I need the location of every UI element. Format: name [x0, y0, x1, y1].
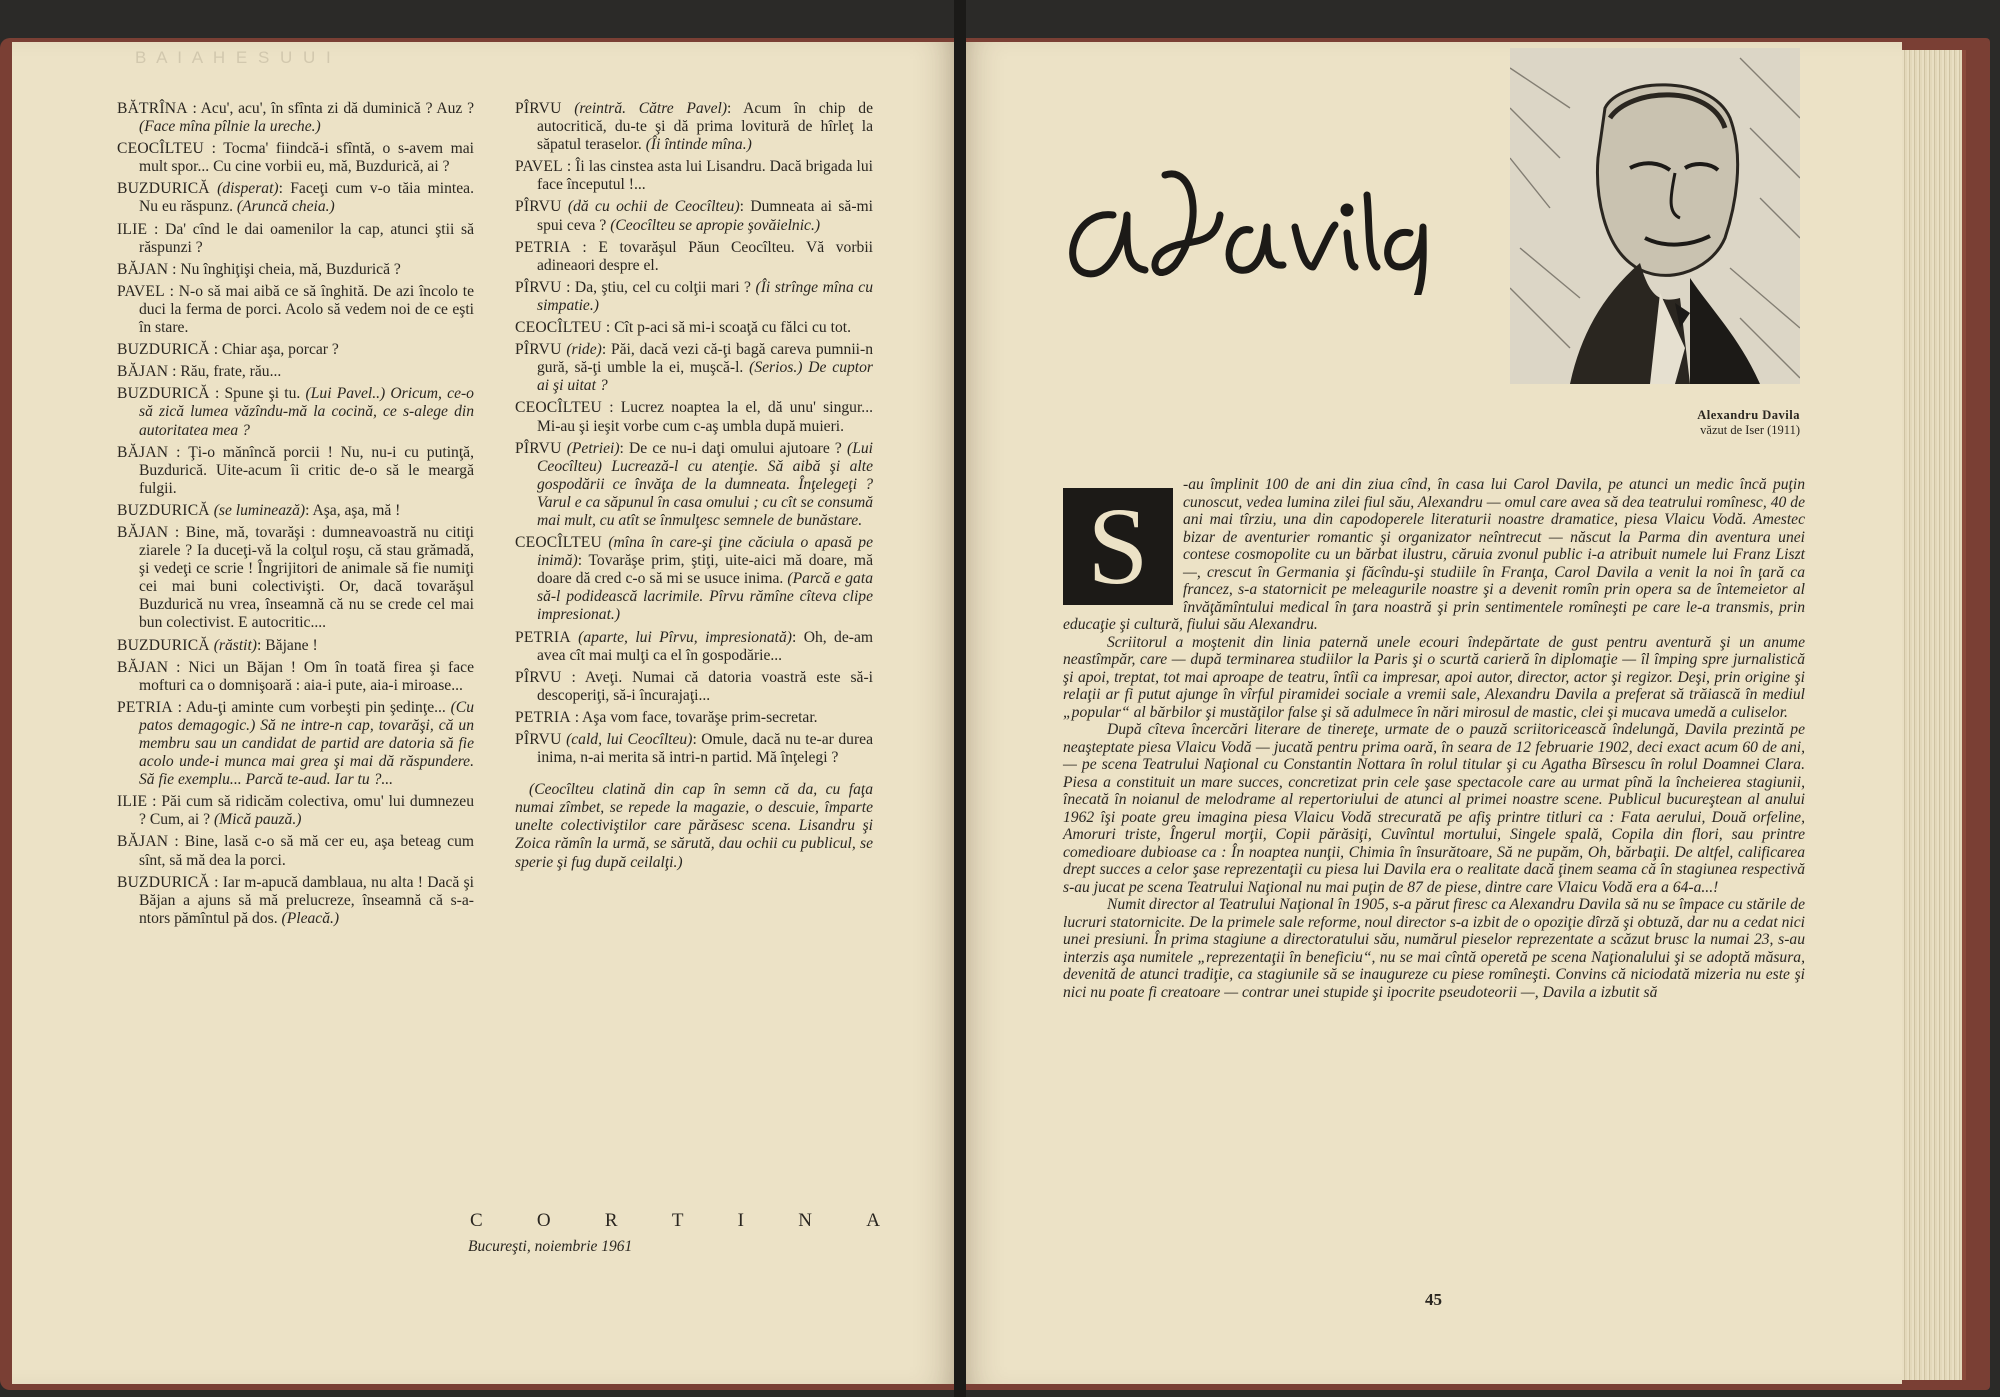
- cortina-letter: I: [737, 1210, 744, 1231]
- dialogue-line: BĂJAN : Nici un Băjan ! Om în toată firea şi face mofturi ca o domnişoară : aia-i pute, aia-i miroase...: [117, 658, 474, 694]
- dialogue-line: CEOCÎLTEU : Lucrez noaptea la el, dă unu' singur... Mi-au şi ieşit vorbe cum c-aş umbla după muieri.: [515, 399, 873, 435]
- caption-subtitle: văzut de Iser (1911): [1700, 423, 1800, 437]
- dialogue-line: PETRIA (aparte, lui Pîrvu, impresionată): Oh, de-am avea cît mai mulţi ca el în gospodărie...: [515, 628, 873, 664]
- cortina-letter: R: [604, 1210, 618, 1231]
- dialogue-line: PÎRVU : Da, ştiu, cel cu colţii mari ? (Îi strînge mîna cu simpatie.): [515, 278, 874, 314]
- dialogue-line: BĂJAN : Bine, lasă c-o să mă cer eu, aşa beteag cum sînt, să mă dea la porci.: [117, 833, 474, 869]
- dialogue-line: BĂJAN : Rău, frate, rău...: [117, 363, 282, 381]
- dialogue-line: CEOCÎLTEU : Tocma' fiindcă-i sfîntă, o s-avem mai mult spor... Cu cine vorbii eu, mă, Buzdurică, ai ?: [117, 140, 474, 176]
- dialogue-line: BUZDURICĂ : Chiar aşa, porcar ?: [117, 341, 339, 359]
- cortina-letter: C: [470, 1210, 483, 1231]
- dialogue-line: PETRIA : Aşa vom face, tovarăşe prim-secretar.: [515, 708, 818, 726]
- dialogue-line: BĂTRÎNA : Acu', acu', în sfînta zi dă duminică ? Auz ? (Face mîna pîlnie la ureche.): [117, 100, 474, 136]
- portrait-caption: [1600, 408, 1800, 438]
- dialogue-line: BĂJAN : Ţi-o mănîncă porcii ! Nu, nu-i cu putinţă, Buzdurică. Uite-acum îi critic de-o să le meargă fulgii.: [117, 443, 474, 497]
- dialogue-line: BĂJAN : Nu înghiţişi cheia, mă, Buzdurică ?: [117, 260, 401, 278]
- dialogue-column-1: [117, 100, 474, 932]
- cortina-letter: O: [536, 1210, 551, 1231]
- davila-portrait-image: [1510, 48, 1800, 384]
- dialogue-line: PÎRVU (Petriei): De ce nu-i daţi omului ajutoare ? (Lui Ceocîlteu) Lucrează-l cu atenţie. Să aibă şi alte gospodării ce învăţa de la dumneata. Înţelegeţi ? Varul e ca săpunul în casa omului ; cu cît se consumă mai mult, cu atît se înmulţesc semnele de bunăstare.: [515, 439, 873, 529]
- article-paragraph: -au împlinit 100 de ani din ziua cînd, în casa lui Carol Davila, pe atunci un medic încă puţin cunoscut, vedea lumina zilei fiul său, Alexandru — omul care avea să dea teatrului romînesc, 40 de ani mai tîrziu, una din capodoperele literaturii noastre dramatice, piesa Vlaicu Vodă. Amestec bizar de aventurier romantic şi organizator neîntrecut — născut la Parma din aventura unei contese cosmopolite cu un bărbat ilustru, căruia zvonul public i-a atribuit numele lui Franz Liszt —, crescut în Germania şi făcîndu-şi studiile în Franţa, Carol Davila a venit la noi în ţară ca francez, s-a statornicit pe meleagurile noastre şi a devenit romîn prin opera sa de întemeietor al învăţămîntului medical în ţara noastră şi prin sentimentele romîneşti pe care le-a transmis, prin educaţie şi cultură, fiului său Alexandru.: [1063, 476, 1805, 633]
- article-paragraph: Numit director al Teatrului Naţional în 1905, s-a părut firesc ca Alexandru Davila să nu se împace cu stările de lucruri statornicite. De la primele sale reforme, noul director s-a izbit de o opoziţie dîrză şi obtuză, dar nu a cedat nici unei presiuni. În prima stagiune a directoratului său, numărul pieselor reprezentate a scăzut brusc la numai 23, s-au interzis aşa numitele „reprezentaţii în beneficiu“, nu se mai cîntă operetă pe scena Naţionalului şi se adoptă măsura, devenită de atunci tradiţie, ca stagiunile să se inaugureze cu piese romîneşti. Convins că niciodată mizeria nu este şi nici nu poate fi creatoare — contrar unei stupide şi ipocrite pseudoteorii —, Davila a izbutit să: [1063, 896, 1805, 1001]
- dialogue-line: PÎRVU (dă cu ochii de Ceocîlteu): Dumneata ai să-mi spui ceva ? (Ceocîlteu se apropie şovăielnic.): [515, 198, 873, 234]
- dialogue-line: BUZDURICĂ (se luminează): Aşa, aşa, mă !: [117, 501, 401, 519]
- dialogue-line: PÎRVU (ride): Păi, dacă vezi că-ţi bagă careva pumnii-n gură, să-ţi umble la ei, muşcă-l. (Serios.) De cuptor ai şi uitat ?: [515, 341, 873, 395]
- dialogue-line: CEOCÎLTEU : Cît p-aci să mi-i scoaţă cu fălci cu tot.: [515, 319, 851, 337]
- drop-cap: S: [1063, 488, 1173, 605]
- cortina-letter: N: [798, 1210, 812, 1231]
- dialogue-line: PAVEL : N-o să mai aibă ce să înghită. De azi încolo te duci la ferma de porci. Acolo să vedem noi de ce eşti în stare.: [117, 282, 474, 337]
- dialogue-column-2: [515, 100, 873, 876]
- place-date: Bucureşti, noiembrie 1961: [468, 1238, 633, 1255]
- dialogue-line: PÎRVU (reintră. Către Pavel): Acum în chip de autocritică, du-te şi dă prima lovitură de hîrleţ la săpatul teraselor. (Îi întinde mîna.): [515, 100, 873, 154]
- final-stage-direction: (Ceocîlteu clatină din cap în semn că da, cu faţa numai zîmbet, se repede la magazie, o descuie, împarte unelte colectiviştilor care părăsesc scena. Lisandru şi Zoica rămîn la urmă, se sărută, dau ochii cu publicul, se sperie şi fug după ceilalţi.): [515, 781, 873, 871]
- dialogue-line: PETRIA : E tovarăşul Păun Ceocîlteu. Vă vorbii adineaori despre el.: [515, 238, 873, 274]
- dialogue-line: PÎRVU (cald, lui Ceocîlteu): Omule, dacă nu te-ar durea inima, n-ai merita să intri-n partid. Mă înţelegi ?: [515, 731, 873, 767]
- dialogue-line: ILIE : Păi cum să ridicăm colectiva, omu' lui dumnezeu ? Cum, ai ? (Mică pauză.): [117, 793, 474, 829]
- cortina-heading: [470, 1210, 880, 1232]
- dialogue-line: PAVEL : Îi las cinstea asta lui Lisandru. Dacă brigada lui face începutul !...: [515, 158, 873, 194]
- dialogue-line: BUZDURICĂ : Spune şi tu. (Lui Pavel..) Oricum, ce-o să zică lumea văzîndu-mă la cocină, ce s-alege din autoritatea mea ?: [117, 385, 474, 439]
- cortina-letter: A: [866, 1210, 880, 1231]
- article-paragraph: Scriitorul a moştenit din linia paternă unele ecouri îndepărtate de gust pentru aventură şi un anume neastîmpăr, care — după terminarea studiilor la Paris şi o scurtă carieră în diplomaţie — îl împing spre jurnalistică şi apoi, treptat, tot mai aproape de teatru, întîi ca impresar, apoi autor, director, actor şi regizor. Deşi, prin origine şi relaţii ar fi putut ajunge în vîrful piramidei sociale a vremii sale, Alexandru Davila a preferat să trăiască în mediul „popular“ al bărbilor şi mustăţilor false şi să adulmece în nări mirosul de mastic, clei şi mucava umedă a culiselor.: [1063, 633, 1805, 721]
- cortina-letter: T: [671, 1210, 684, 1231]
- article-paragraph: După cîteva încercări literare de tinereţe, urmate de o pauză scriitoricească îndelungă, Davila prezintă pe neaşteptate piesa Vlaicu Vodă — jucată pentru prima oară, în seara de 12 februarie 1902, deci exact acum 60 de ani, — pe scena Teatrului Naţional cu Constantin Nottara în rolul titular şi cu Agatha Bîrsescu în rolul Doamnei Clara. Piesa a constituit un mare succes, concretizat prin cele şase spectacole care au urmat pînă la încheierea stagiunii, înecată în noianul de melodrame al repertoriului de atunci al primei noastre scene. Publicul bucureştean al anului 1962 îşi poate greu imagina piesa Vlaicu Vodă strecurată pe afiş printre titluri ca : Fata aerului, Două orfeline, Amoruri triste, Îngerul morţii, Copii părăsiţi, Cuvîntul mortului, Singele spală, Copila din flori, sau printre comedioare dubioase ca : În noaptea nunţii, Chimia în însurătoare, Să ne pupăm, Oh, bărbaţii. De altfel, calificarea drept succes a celor şase reprezentaţii cu piesa lui Davila era o realitate dacă ţinem seama că în stagiunea respectivă s-au jucat pe scena Teatrului Naţional nu mai puţin de 87 de piese, dintre care Vlaicu Vodă era a 64-a...!: [1063, 721, 1805, 896]
- dialogue-line: BUZDURICĂ : Iar m-apucă damblaua, nu alta ! Dacă şi Băjan a ajuns să mă prelucreze, înseamnă că s-a-ntors pămîntul pă dos. (Pleacă.): [117, 873, 474, 927]
- dialogue-line: CEOCÎLTEU (mîna în care-şi ţine căciula o apasă pe inimă): Tovarăşe prim, ştiţi, uite-aici mă doare, mă doare dă cred c-o să mi se usuce inima. (Parcă e gata să-l podidească lacrimile. Pîrvu rămîne cîteva clipe impresionat.): [515, 534, 873, 624]
- article-body: [1063, 476, 1805, 1001]
- running-header: B A I A H E S U U I: [135, 48, 334, 67]
- dialogue-line: BUZDURICĂ (răstit): Băjane !: [117, 636, 318, 654]
- dialogue-line: PÎRVU : Aveţi. Numai că datoria voastră este să-i descoperiţi, să-i încurajaţi...: [515, 668, 873, 704]
- caption-name: Alexandru Davila: [1697, 408, 1800, 422]
- drop-cap-spacer: [1063, 476, 1183, 603]
- dialogue-line: BĂJAN : Bine, mă, tovarăşi : dumneavoastră nu citiţi ziarele ? Ia duceţi-vă la colţul roşu, că stau grămadă, şi vedeţi ce scrie ! Îngrijitori de animale să fie numiţi cei mai buni colectivişti. Or, dacă tovarăşul Buzdurică nu vrea, înseamnă că nu se crede cel mai bun colectivist. E autocritic....: [117, 523, 474, 632]
- page-number: 45: [1425, 1290, 1442, 1309]
- dialogue-line: BUZDURICĂ (disperat): Faceţi cum v-o tăia mintea. Nu eu răspunz. (Aruncă cheia.): [117, 180, 474, 216]
- dialogue-line: PETRIA : Adu-ţi aminte cum vorbeşti pin şedinţe... (Cu patos demagogic.) Să ne intre-n cap, tovarăşi, că un membru sau un candidat de partid are datoria să fie acolo unde-i munca mai grea şi mai dă răspundere. Să fie exemplu... Parcă te-aud. Iar tu ?...: [117, 698, 474, 789]
- dialogue-line: ILIE : Da' cînd le dai oamenilor la cap, atunci ştii să răspunzi ?: [117, 220, 474, 256]
- page-edges: [1902, 50, 1966, 1380]
- book-spine: [954, 0, 966, 1397]
- davila-signature-image: [1055, 155, 1475, 295]
